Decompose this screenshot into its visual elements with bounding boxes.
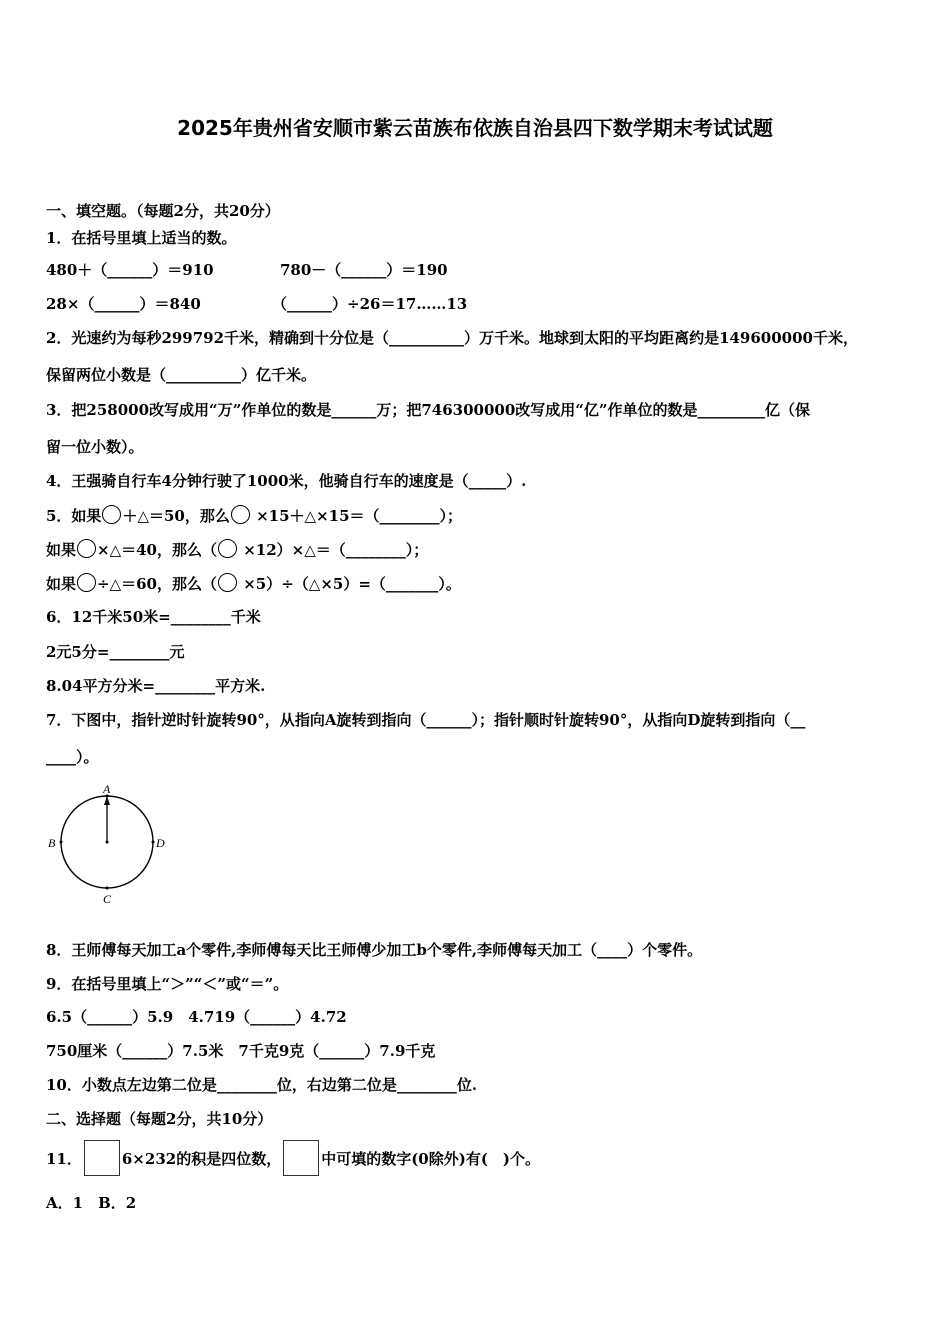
q5-l1-part-c: ×15＋△×15＝（________）； — [256, 507, 463, 525]
q3-line2: 留一位小数）。 — [46, 438, 144, 456]
q11-options: A．1 B．2 — [46, 1194, 137, 1212]
q5-l1-part-a: 5．如果 — [46, 507, 102, 525]
clock-diagram — [44, 780, 174, 910]
q5-l3-part-c: ×5）÷（△×5）=（_______）。 — [243, 575, 461, 593]
q5-line2 — [46, 539, 428, 560]
q9-a: 6.5（______）5.9 4.719（______）4.72 — [46, 1008, 347, 1026]
q1-d: （______）÷26＝17……13 — [272, 295, 468, 313]
q5-l2-part-b: ×△＝40，那么（ — [97, 541, 217, 559]
label-d: D — [156, 836, 165, 850]
q1-b: 780－（______）＝190 — [280, 261, 448, 279]
q1-c: 28×（______）＝840 — [46, 295, 201, 313]
q7-line1: 7．下图中，指针逆时针旋转90°，从指向A旋转到指向（______）；指针顺时针旋转90°，从指向D旋转到指向（__ — [46, 711, 806, 729]
q2-line2: 保留两位小数是（__________）亿千米。 — [46, 366, 317, 384]
q5-l2-part-a: 如果 — [46, 541, 77, 559]
clock-center — [106, 841, 109, 844]
blank-box — [283, 1140, 319, 1176]
circle-symbol — [218, 539, 237, 558]
section-2-heading: 二、选择题（每题2分，共10分） — [46, 1110, 273, 1128]
q6-a: 6．12千米50米=________千米 — [46, 608, 261, 626]
q3-line1: 3．把258000改写成用“万”作单位的数是______万；把746300000改写成用“亿”作单位的数是_________亿（保 — [46, 401, 811, 419]
blank-box — [84, 1140, 120, 1176]
q5-l3-part-b: ÷△＝60，那么（ — [97, 575, 217, 593]
q8: 8．王师傅每天加工a个零件,李师傅每天比王师傅少加工b个零件,李师傅每天加工（____）个零件。 — [46, 941, 703, 959]
q11-stem — [46, 1140, 540, 1177]
q5-l2-part-c: ×12）×△＝（________）； — [243, 541, 429, 559]
q1-a: 480＋（______）＝910 — [46, 261, 214, 279]
page-title: 2025年贵州省安顺市紫云苗族布依族自治县四下数学期末考试试题 — [177, 116, 773, 140]
q11-part-end: 中可填的数字(0除外)有( )个。 — [321, 1150, 541, 1168]
circle-symbol — [77, 539, 96, 558]
circle-symbol — [231, 505, 250, 524]
section-1-heading: 一、填空题。（每题2分，共20分） — [46, 202, 280, 220]
circle-symbol — [218, 573, 237, 592]
q6-c: 8.04平方分米=________平方米. — [46, 677, 266, 695]
label-a: A — [103, 782, 111, 796]
point-b — [60, 841, 63, 844]
q9-stem: 9．在括号里填上“＞”“＜”或“＝”。 — [46, 975, 289, 993]
q11-number: 11． — [46, 1150, 82, 1168]
label-c: C — [103, 892, 112, 906]
q5-line3 — [46, 573, 461, 594]
point-d — [152, 841, 155, 844]
q11-part-mid: 6×232的积是四位数， — [121, 1150, 282, 1168]
q5-line1 — [46, 505, 462, 526]
q5-l1-part-b: ＋△＝50，那么 — [122, 507, 230, 525]
label-b: B — [48, 836, 56, 850]
q4: 4．王强骑自行车4分钟行驶了1000米，他骑自行车的速度是（_____）. — [46, 472, 527, 490]
q6-b: 2元5分=________元 — [46, 643, 185, 661]
q1-stem: 1．在括号里填上适当的数。 — [46, 229, 237, 247]
q9-b: 750厘米（______）7.5米 7千克9克（______）7.9千克 — [46, 1042, 436, 1060]
q2-line1: 2．光速约为每秒299792千米，精确到十分位是（__________）万千米。地球到太阳的平均距离约是149600000千米， — [46, 329, 858, 347]
point-c — [106, 887, 109, 890]
q7-line2: ____）。 — [46, 748, 99, 766]
circle-symbol — [102, 505, 121, 524]
circle-symbol — [77, 573, 96, 592]
q10: 10．小数点左边第二位是________位，右边第二位是________位. — [46, 1076, 478, 1094]
q5-l3-part-a: 如果 — [46, 575, 77, 593]
